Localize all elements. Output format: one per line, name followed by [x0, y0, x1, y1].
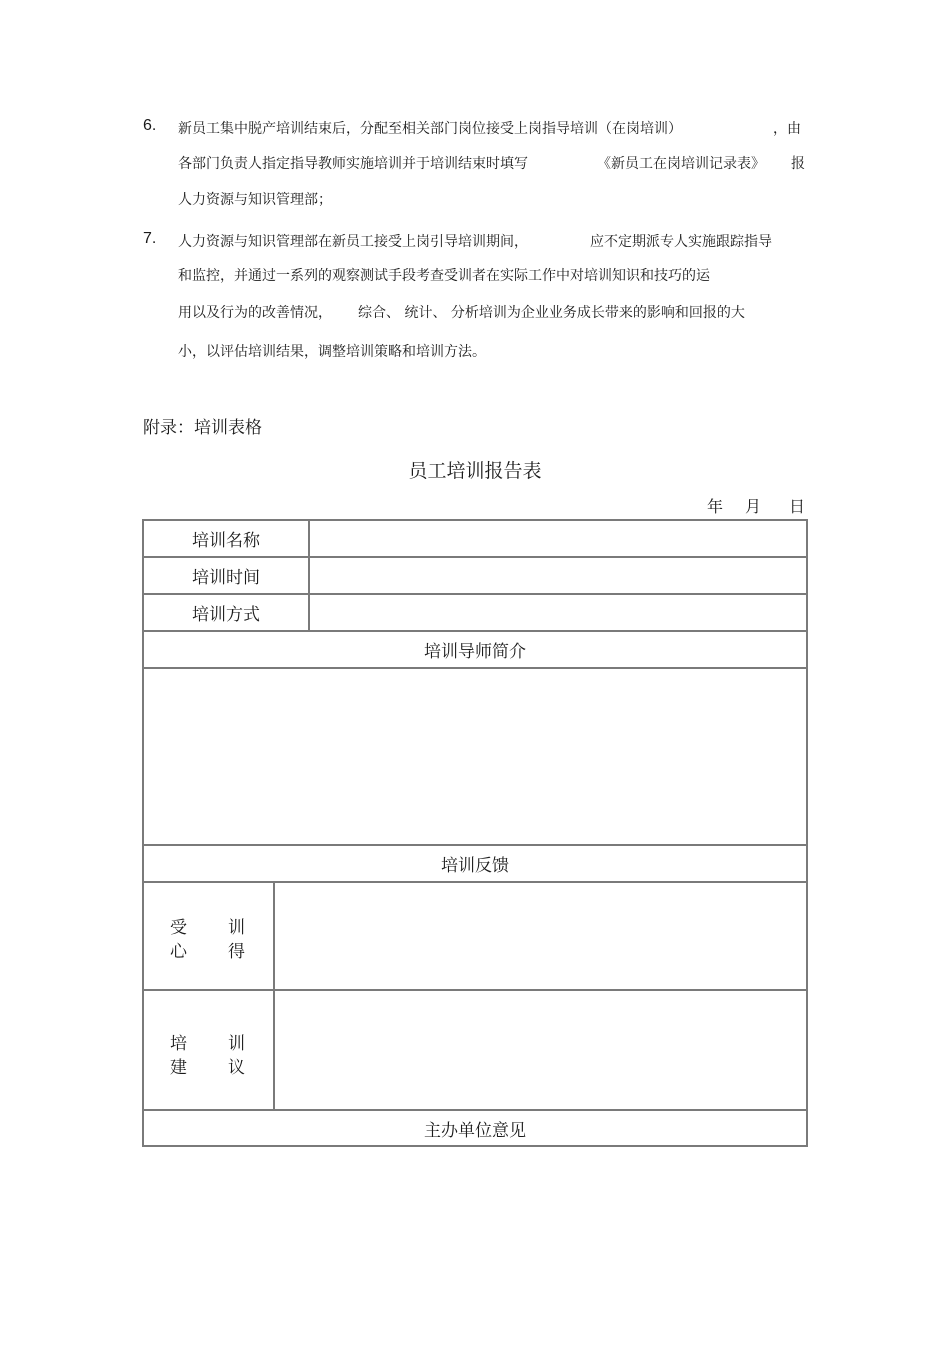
- field-input-training-method[interactable]: [310, 595, 806, 630]
- feedback-input-learning[interactable]: [275, 883, 806, 989]
- item-number-7: 7.: [143, 230, 157, 247]
- item-6-line-2-tail: 报: [791, 156, 805, 172]
- feedback-label-suggestion: [144, 991, 275, 1109]
- item-6-line-1: 新员工集中脱产培训结束后，分配至相关部门岗位接受上岗指导培训（在岗培训）: [178, 121, 682, 137]
- item-number-6: 6.: [143, 117, 157, 134]
- item-6-line-1-tail: ，由: [773, 121, 801, 137]
- field-row-training-method: [142, 593, 808, 630]
- field-label-training-name: 培训名称: [144, 521, 310, 556]
- mentor-intro-input[interactable]: [144, 669, 806, 844]
- field-input-training-name[interactable]: [310, 521, 806, 556]
- mentor-header-row: [142, 630, 808, 667]
- item-7-line-3-tail: 综合、 统计、 分析培训为企业业务成长带来的影响和回报的大: [358, 305, 745, 321]
- feedback-block-suggestion: [142, 989, 808, 1109]
- date-month-label: 月: [745, 497, 762, 516]
- char: 建: [170, 1058, 187, 1078]
- form-title: 员工培训报告表: [408, 460, 542, 482]
- field-row-training-time: [142, 556, 808, 593]
- item-6-line-2-form-name: 《新员工在岗培训记录表》: [597, 156, 765, 172]
- date-year-label: 年: [707, 497, 724, 516]
- item-7-line-1: 人力资源与知识管理部在新员工接受上岗引导培训期间，: [178, 234, 528, 250]
- mentor-intro-area[interactable]: [142, 667, 808, 844]
- date-day-label: 日: [789, 497, 806, 516]
- char: 训: [228, 1034, 245, 1054]
- organizer-header-row: [142, 1109, 808, 1147]
- feedback-label-learning: [144, 883, 275, 989]
- field-label-training-time: 培训时间: [144, 558, 310, 593]
- field-input-training-time[interactable]: [310, 558, 806, 593]
- item-7-line-3: 用以及行为的改善情况，: [178, 305, 332, 321]
- char: 心: [170, 942, 187, 962]
- organizer-opinion-header: 主办单位意见: [424, 1120, 526, 1141]
- char: 训: [228, 918, 245, 938]
- char: 议: [228, 1058, 245, 1078]
- feedback-block-learning: [142, 881, 808, 989]
- feedback-header: 培训反馈: [441, 856, 509, 876]
- item-6-line-3: 人力资源与知识管理部；: [178, 192, 332, 208]
- feedback-header-row: [142, 844, 808, 881]
- item-6-line-2: 各部门负责人指定指导教师实施培训并于培训结束时填写: [178, 156, 528, 172]
- field-row-training-name: [142, 519, 808, 556]
- char: 得: [228, 942, 245, 962]
- appendix-title: 附录：培训表格: [143, 418, 262, 438]
- mentor-intro-header: 培训导师简介: [424, 642, 526, 662]
- char: 培: [170, 1034, 187, 1054]
- item-7-line-4: 小，以评估培训结果，调整培训策略和培训方法。: [178, 344, 486, 360]
- field-label-training-method: 培训方式: [144, 595, 310, 630]
- training-report-form: [142, 519, 808, 1147]
- item-7-line-2: 和监控，并通过一系列的观察测试手段考查受训者在实际工作中对培训知识和技巧的运: [178, 268, 710, 284]
- feedback-input-suggestion[interactable]: [275, 991, 806, 1109]
- item-7-line-1-tail: 应不定期派专人实施跟踪指导: [590, 234, 772, 250]
- char: 受: [170, 918, 187, 938]
